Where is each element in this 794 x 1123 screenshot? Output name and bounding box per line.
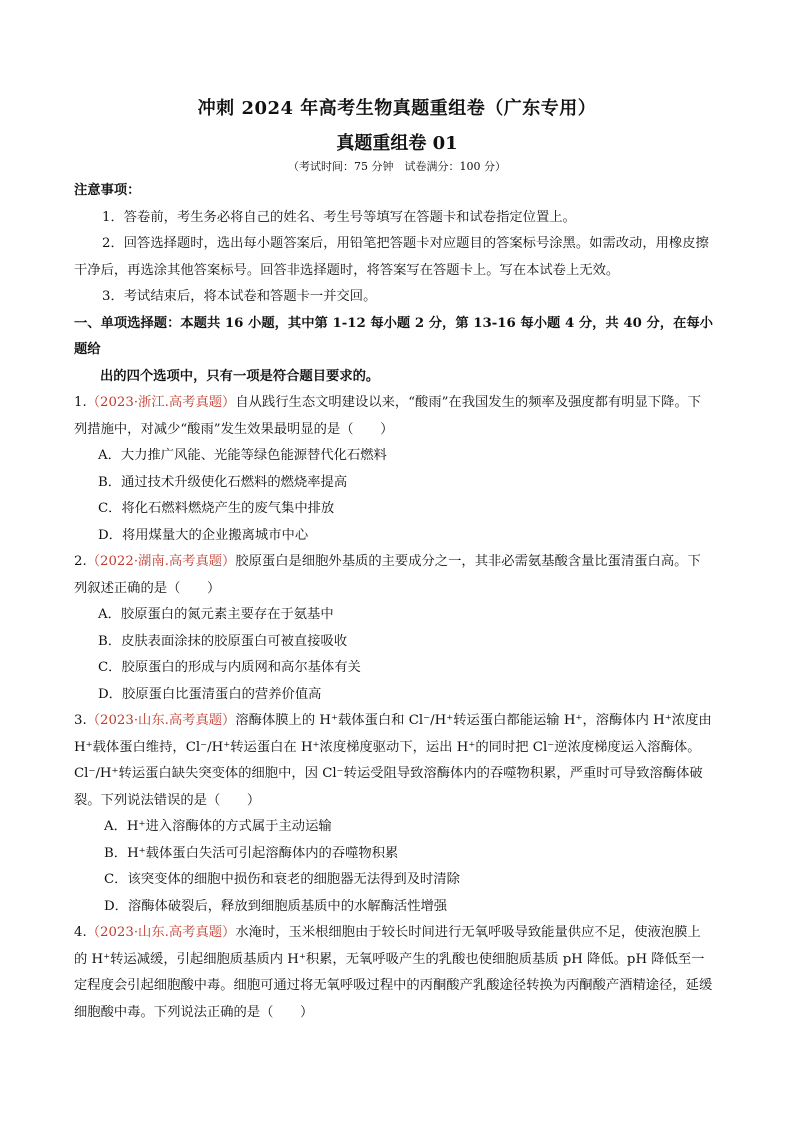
question-source: （2022·湖南.高考真题） [86,554,236,569]
question-source: （2023·浙江.高考真题） [86,395,236,410]
question-number: 1. [74,395,87,410]
option-c: C．该突变体的细胞中损伤和衰老的细胞器无法得到及时清除 [104,872,460,887]
question-text: 水淹时，玉米根细胞由于较长时间进行无氧呼吸导致能量供应不足，使液泡膜上的 H⁺转运减缓，引起细胞质基质内 H⁺积累，无氧呼吸产生的乳酸也使细胞质基质 pH 降低。pH 降低至一定程度会引起细胞酸中毒。细胞可通过将无氧呼吸过程中的丙酮酸产乳酸途径转换为丙酮酸产酒精途径，延缓细胞酸中毒。下列说法正确的是（ ） [74,925,713,1020]
question-source: （2023·山东.高考真题） [86,713,236,728]
notice-item: 2．回答选择题时，选出每小题答案后，用铅笔把答题卡对应题目的答案标号涂黑。如需改动，用橡皮擦干净后，再选涂其他答案标号。回答非选择题时，将答案写在答题卡上。写在本试卷上无效。 [74,236,709,278]
option-d: D．将用煤量大的企业搬离城市中心 [98,527,309,543]
option-b: B．H⁺载体蛋白失活可引起溶酶体内的吞噬物积累 [104,845,399,861]
question-text: 胶原蛋白是细胞外基质的主要成分之一，其非必需氨基酸含量比蛋清蛋白高。下列叙述正确的是（ ） [74,554,701,596]
option-c: C．胶原蛋白的形成与内质网和高尔基体有关 [98,660,361,675]
exam-info: （考试时间：75 分钟 试卷满分：100 分） [288,160,506,173]
notice-item: 3．考试结束后，将本试卷和答题卡一并交回。 [102,289,377,304]
section-heading-cont: 出的四个选项中，只有一项是符合题目要求的。 [100,368,380,384]
exam-subtitle: 真题重组卷 01 [336,133,458,154]
section-heading: 一、单项选择题：本题共 16 小题，其中第 1-12 每小题 2 分，第 13-16 每小题 4 分，共 40 分，在每小题给 [74,315,713,357]
question-text: 溶酶体膜上的 H⁺载体蛋白和 Cl⁻/H⁺转运蛋白都能运输 H⁺，溶酶体内 H⁺浓度由 H⁺载体蛋白维持，Cl⁻/H⁺转运蛋白在 H⁺浓度梯度驱动下，运出 H⁺的同时把 Cl⁻逆浓度梯度运入溶酶体。Cl⁻/H⁺转运蛋白缺失突变体的细胞中，因 Cl⁻转运受阻导致溶酶体内的吞噬物积累，严重时可导致溶酶体破裂。下列说法错误的是（ ） [74,713,712,808]
question-4-stem [74,920,714,1026]
option-a: A．大力推广风能、光能等绿色能源替代化石燃料 [98,448,387,463]
question-text: 自从践行生态文明建设以来，“酸雨”在我国发生的频率及强度都有明显下降。下列措施中，对减少“酸雨”发生效果最明显的是（ ） [74,395,702,437]
option-d: D．胶原蛋白比蛋清蛋白的营养价值高 [98,686,322,702]
question-2-stem [74,549,714,602]
question-3-stem [74,708,714,814]
option-b: B．通过技术升级使化石燃料的燃烧率提高 [98,474,348,490]
option-b: B．皮肤表面涂抹的胶原蛋白可被直接吸收 [98,633,348,649]
option-a: A．胶原蛋白的氮元素主要存在于氨基中 [98,607,334,622]
exam-content [74,178,714,1026]
question-number: 3. [74,713,87,728]
question-number: 2. [74,554,87,569]
question-source: （2023·山东.高考真题） [86,925,236,940]
notice-item: 1．答卷前，考生务必将自己的姓名、考生号等填写在答题卡和试卷指定位置上。 [102,209,576,225]
exam-title: 冲刺 2024 年高考生物真题重组卷（广东专用） [197,98,597,119]
option-c: C．将化石燃料燃烧产生的废气集中排放 [98,501,335,516]
question-number: 4. [74,925,87,940]
question-1-stem [74,390,714,443]
option-a: A．H⁺进入溶酶体的方式属于主动运输 [104,819,332,834]
notice-heading: 注意事项： [74,183,141,198]
option-d: D．溶酶体破裂后，释放到细胞质基质中的水解酶活性增强 [104,898,448,914]
